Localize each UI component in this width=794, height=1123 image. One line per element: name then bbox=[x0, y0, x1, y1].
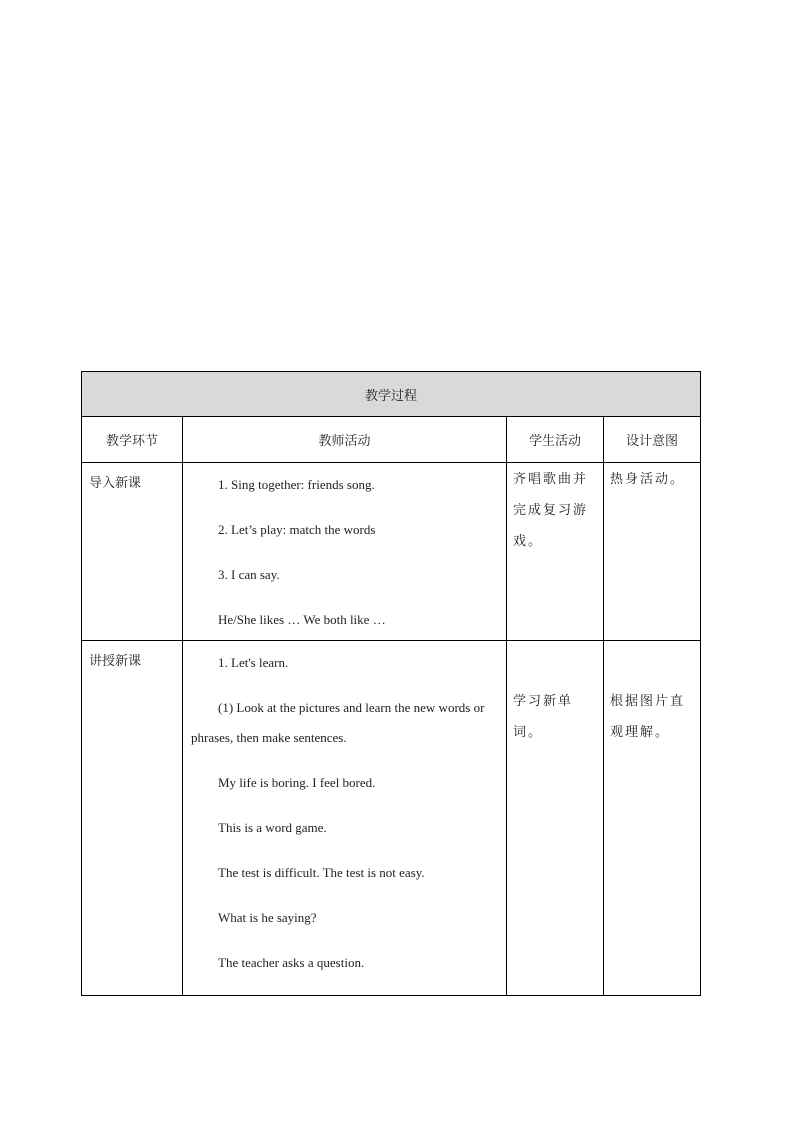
header-design-intent: 设计意图 bbox=[604, 417, 701, 463]
header-teacher-activity: 教师活动 bbox=[183, 417, 507, 463]
lesson-plan-table bbox=[81, 371, 701, 996]
stage-cell: 导入新课 bbox=[82, 463, 183, 641]
activity-line: 1. Sing together: friends song. bbox=[218, 477, 375, 492]
activity-line: 3. I can say. bbox=[218, 567, 280, 582]
activity-line: This is a word game. bbox=[218, 820, 327, 835]
activity-line: The test is difficult. The test is not easy. bbox=[218, 865, 425, 880]
activity-line: 1. Let's learn. bbox=[218, 655, 289, 670]
table-title-row bbox=[82, 372, 701, 417]
stage-cell: 讲授新课 bbox=[82, 641, 183, 996]
design-intent-cell: 根据图片直观理解。 bbox=[604, 641, 701, 996]
activity-line: He/She likes … We both like … bbox=[218, 612, 386, 627]
teacher-activity-cell bbox=[183, 641, 507, 996]
header-student-activity: 学生活动 bbox=[507, 417, 604, 463]
activity-line: (1) Look at the pictures and learn the new words or phrases, then make sentences. bbox=[191, 700, 485, 745]
table-header-row bbox=[82, 417, 701, 463]
table-row bbox=[82, 641, 701, 996]
activity-line: The teacher asks a question. bbox=[218, 955, 365, 970]
design-intent-cell: 热身活动。 bbox=[604, 463, 701, 641]
student-activity-cell: 齐唱歌曲并完成复习游戏。 bbox=[507, 463, 604, 641]
table-title: 教学过程 bbox=[82, 372, 701, 417]
activity-line: What is he saying? bbox=[218, 910, 317, 925]
student-activity-cell: 学习新单词。 bbox=[507, 641, 604, 996]
activity-line: My life is boring. I feel bored. bbox=[218, 775, 376, 790]
activity-line: 2. Let’s play: match the words bbox=[218, 522, 376, 537]
table-row bbox=[82, 463, 701, 641]
header-stage: 教学环节 bbox=[82, 417, 183, 463]
teacher-activity-cell bbox=[183, 463, 507, 641]
